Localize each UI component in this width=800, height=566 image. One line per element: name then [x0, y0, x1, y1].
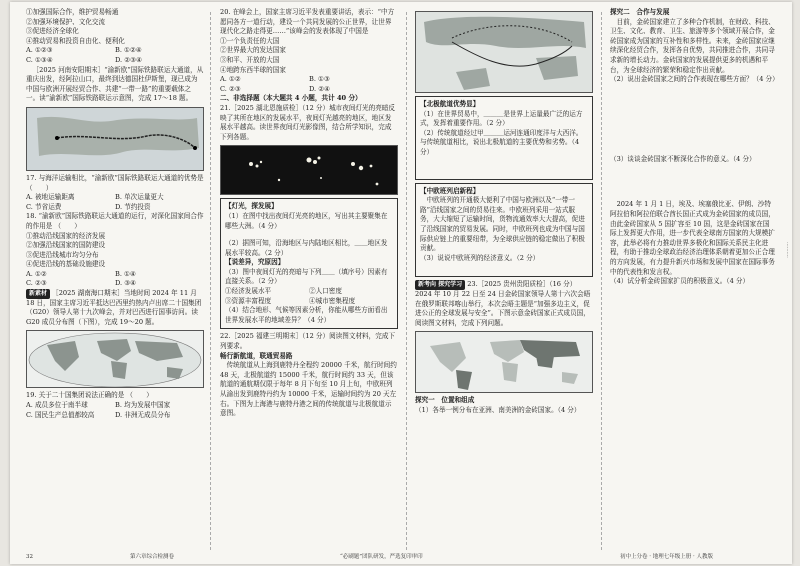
column-divider	[601, 12, 602, 550]
choice[interactable]: A. ①②	[220, 75, 241, 84]
q18-stem: 18. “渝新欧”国际铁路联运大通道的运行，对深化国家间合作的作用是 （ ）	[26, 212, 204, 230]
q20-stem: 20. 在峰会上，国家主席习近平发表重要讲话，表示：“中方愿同各方一道行动，建设一个共同发展的公正世界，让世界现代化之路走得更……”该峰会的发表体现了中国是	[220, 8, 395, 36]
explore-heading: 探究二 合作与发展	[610, 8, 670, 16]
choice[interactable]: A. 成员多位于南半球	[26, 401, 88, 410]
night-lights-map-figure	[220, 145, 398, 195]
q23-part3: （3）谈谈金砖国家不断深化合作的意义。（4 分）	[610, 154, 756, 163]
q16-choices	[26, 46, 204, 65]
box-title: 【灯光，探发展】	[225, 202, 278, 211]
intro-text: 新素材 ［2025 湖南海口期末］当地时间 2024 年 11 月 18 日，国家主席习近平抵达巴西里约热内卢出席二十国集团（G20）领导人第十九次峰会，并对巴西进行国事访问。读 G20 成员分布图（下图），完成 19～20 题。	[26, 289, 202, 326]
column-2	[220, 8, 398, 419]
q17-choices	[26, 193, 204, 212]
q21-part3-options: ①经济发展水平 ②人口密度 ③资源丰富程度 ④城市密集程度	[225, 287, 356, 305]
choice[interactable]: A. ①②③	[26, 46, 53, 55]
brics-map-figure	[415, 331, 593, 393]
q21-part2: （2）据图可知，沿海地区与内陆地区相比，＿＿地区发展水平较高。（2 分）	[225, 239, 388, 257]
choice[interactable]: B. ①②④	[115, 46, 142, 55]
choice[interactable]: B. 均为发展中国家	[115, 401, 171, 410]
choice[interactable]: D. ③④	[115, 279, 137, 288]
column-divider	[210, 12, 211, 550]
choice[interactable]: C. 节省运费	[26, 202, 62, 211]
q23-stem: 新考向 探究学习 23.［2025 贵州贵阳质检］（16 分）2024 年 10 月 22 日至 24 日金砖国家领导人第十六次会晤在俄罗斯联邦喀山举行，本次会晤主题是“加强多边主义，促进公正的全球发展与安全”。下图示意金砖国家正式成员国，阅读图文材料，完成下列问题。	[415, 280, 591, 327]
q20-choices	[220, 75, 398, 94]
g20-map	[27, 331, 203, 388]
box-title: 【说差异，究原因】	[225, 258, 285, 267]
q21-part1: （1）在图中找出夜间灯光亮的地区，写出其主要聚集在哪些大洲。（4 分）	[225, 211, 388, 230]
q23-paragraph: 2024 年 1 月 1 日，埃及、埃塞俄比亚、伊朗、沙特阿拉伯和阿拉伯联合酋长国正式成为金砖国家的成员国，由此金砖国家从 5 国扩容至 10 国，这是金砖国家在国际上发挥更大作用，进一步代表全球南方国家的大规模扩容，此举必将有力推动世界多极化和国际关系民主化进程，有助于推动全球政治经济治理体系朝着更加公正合理的方向发展，有力提升新兴市场和发展中国家在国际事务中的代表性和发言权。	[610, 200, 775, 276]
q20-option: ③和平、开放的大国	[220, 55, 280, 64]
box-title: 【北极航道优势显】	[420, 100, 480, 108]
explore-heading: 探究一 位置和组成	[415, 396, 475, 405]
choice[interactable]: D. 节约投资	[115, 202, 151, 211]
q16-option: ①加强国际合作，维护贸易畅通	[26, 8, 119, 16]
q19-stem: 19. 关于二十国集团说法正确的是 （ ）	[26, 391, 153, 400]
q18-option: ①推动沿线国家的经济发展	[26, 231, 106, 240]
column-divider	[406, 12, 407, 550]
answer-box-train	[415, 183, 593, 278]
q21-part3: （3）图中夜间灯光的亮暗与下列＿＿（填序号）因素有直接关系。（2 分）	[225, 267, 388, 286]
q20-option: ②世界最大的发达国家	[220, 46, 286, 55]
brics-map	[416, 332, 592, 393]
footer-right: 初中上分卷 · 地理七年级上册 · 人教版	[620, 554, 713, 560]
choice[interactable]: B. ①④	[115, 269, 136, 278]
q16-option: ③促进经济全球化	[26, 27, 79, 36]
new-direction-badge: 新考向 探究学习	[415, 280, 465, 290]
q22-part2: （2）传统航道经过甲＿＿＿运河连通印度洋与大西洋。与传统航道相比，说出北极航道的主要优势和劣势。（4 分）	[420, 128, 583, 156]
choice[interactable]: A. ①②	[26, 269, 47, 278]
choice[interactable]: C. ①③④	[26, 55, 53, 64]
q22-part1: （1）在世界贸易中，＿＿＿是世界上运量最广泛的运方式，发挥着重要作用。（2 分）	[420, 109, 583, 128]
exam-page	[10, 2, 792, 564]
railway-map	[27, 108, 203, 171]
q20-option: ①一个负责任的大国	[220, 36, 280, 45]
column-4	[610, 8, 779, 287]
column-1	[26, 8, 204, 420]
choice[interactable]: C. 国民生产总值都较高	[26, 410, 95, 419]
choice[interactable]: B. 单次运量更大	[115, 193, 164, 202]
page-number: 32	[26, 554, 33, 560]
q22-stem: 22.［2025 福建三明期末］（12 分）阅读图文材料，完成下列要求。	[220, 332, 396, 351]
binding-edge: ··········	[784, 242, 790, 258]
q22-text: 传统航道从上海到鹿特丹全程约 20000 千米，航行时间约 48 天，北极航道约 15000 千米，航行时间约 33 天，但该航道的通航期仅限于每年 8 月下旬至 10 月上旬，中欧班列从渝出发到鹿特丹约为 10000 千米，运输时间约为 20 天左右。下图为上海港与鹿特丹港之间的传统航道与北极航道示意图。	[220, 361, 397, 418]
q18-option: ③促进沿线城市均匀分布	[26, 250, 99, 259]
answer-box-arctic	[415, 96, 593, 180]
box-title: 【中欧班列启新程】	[420, 186, 480, 195]
q22-train-text: 中欧班列的开通极大便利了中国与欧洲以及“一带一路”沿线国家之间的贸易往来。中欧班列采用一站式服务，大大缩短了运输时间，货物流通效率大大提高，促进了沿线国家的贸易发展。同时，中欧班列也成为中国与国际供应链上的重要纽带，为全球供应链的稳定做出了积极贡献。	[420, 196, 585, 253]
choice[interactable]: C. ②③	[26, 279, 47, 288]
q17-stem: 17. 与海洋运输相比，“渝新欧”国际铁路联运大通道的优势是 （ ）	[26, 173, 204, 192]
intro-text: ［2025 河南安阳期末］“渝新欧”国际铁路联运大通道，从重庆出发，经阿拉山口，最终到达德国杜伊斯堡，现已成为中国与欧洲开展经贸合作、共建“一带一路”的重要载体之一。读“渝新欧”国际铁路联运示意图，完成 17～18 题。	[26, 65, 204, 103]
q23-part1: （1）各举一例分布在亚洲、南美洲的金砖国家。（4 分）	[415, 405, 581, 414]
answer-box-lights	[220, 198, 398, 329]
new-material-badge: 新素材	[26, 289, 50, 299]
choice[interactable]: D. ②③④	[115, 55, 142, 64]
night-lights-map	[221, 146, 397, 195]
q16-option: ④推动贸易和投资自由化、便利化	[26, 36, 125, 45]
footer-left: 第六章综合检测卷	[130, 554, 175, 560]
railway-map-figure	[26, 107, 204, 171]
choice[interactable]: B. ①③	[309, 75, 330, 84]
q20-option: ④地跨东西半球的国家	[220, 65, 286, 74]
column-3	[415, 8, 593, 415]
choice[interactable]: A. 被地运输距离	[26, 193, 75, 202]
g20-map-figure	[26, 330, 204, 388]
q19-choices	[26, 401, 204, 420]
q18-option: ②加强沿线国家的国防建设	[26, 241, 106, 250]
q23-paragraph: 目前，金砖国家建立了多种合作机制，在财政、科技、卫生、文化、教育、卫生、旅游等多个领域开展合作，金砖国家成为国家的互补性和多样性。未来，金砖国家应继续深化经贸合作，发挥各自优势，共同推进合作，共同寻求新的增长动力。金砖国家的发展提供更多的机遇和平台，为全球经济的繁荣和稳定作出贡献。	[610, 17, 775, 74]
q18-choices	[26, 270, 204, 289]
sea-route-map	[416, 12, 592, 93]
section-heading: 二、非选择题（本大题共 4 小题，共计 40 分）	[220, 94, 362, 103]
choice[interactable]: C. ②③	[220, 84, 241, 93]
q23-part4: （4）试分析金砖国家扩员的积极意义。（4 分）	[610, 277, 750, 286]
q21-part4: （4）结合地形、气候等因素分析，你能从哪些方面看出世界发展水平的地域差异？（4 分）	[225, 306, 388, 324]
q21-stem: 21.［2025 湖北恩施质检］（12 分）城市夜间灯光的亮暗反映了其所在地区的发展水平，夜间灯光越亮的地区，地区发展水平越高。读世界夜间灯光影像图，结合所学知识，完成下列各题。	[220, 103, 396, 141]
sea-route-map-figure	[415, 11, 593, 93]
q18-option: ④促进沿线的基础设施建设	[26, 260, 106, 269]
q23-part2: （2）说出金砖国家之间的合作表现在哪些方面？（4 分）	[610, 75, 779, 84]
q16-option: ②加强环境保护、文化交流	[26, 17, 106, 26]
footer-center: “必刷题”团队研发，严选复印审印	[340, 554, 423, 560]
q22-title: 畅行新航道，联通贸易路	[220, 351, 293, 360]
choice[interactable]: D. ②④	[309, 84, 331, 93]
choice[interactable]: D. 非洲无成员分布	[115, 410, 171, 419]
q22-part3: （3）说说中欧班列的经济意义。（2 分）	[420, 253, 540, 262]
